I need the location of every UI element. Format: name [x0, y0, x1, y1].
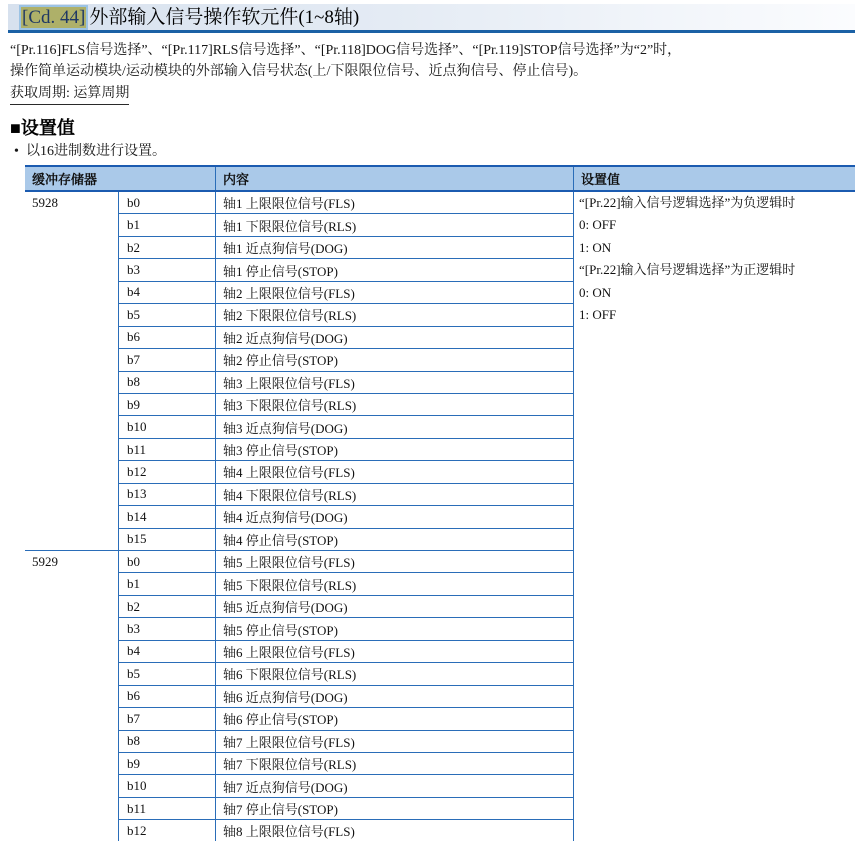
buffer-address-cell	[25, 641, 118, 663]
buffer-address-cell	[25, 775, 118, 797]
buffer-address-cell	[25, 573, 118, 595]
setting-value-line: 0: ON	[579, 284, 612, 300]
buffer-address-cell	[25, 416, 118, 438]
bit-cell: b11	[118, 798, 215, 820]
bit-cell: b3	[118, 259, 215, 281]
bullet-item	[14, 140, 166, 160]
bit-cell: b9	[118, 753, 215, 775]
bit-cell: b10	[118, 416, 215, 438]
bit-cell: b1	[118, 573, 215, 595]
cd-number-badge: [Cd. 44]	[19, 5, 88, 30]
bit-cell: b5	[118, 304, 215, 326]
bit-cell: b2	[118, 596, 215, 618]
setting-value-line: “[Pr.22]输入信号逻辑选择”为正逻辑时	[579, 262, 796, 278]
setting-value-cell	[573, 192, 855, 841]
bit-cell: b7	[118, 708, 215, 730]
buffer-address-cell	[25, 327, 118, 349]
buffer-address-cell	[25, 663, 118, 685]
content-cell: 轴4 下限限位信号(RLS)	[215, 484, 573, 506]
content-cell: 轴1 上限限位信号(FLS)	[215, 192, 573, 214]
buffer-address-cell	[25, 753, 118, 775]
content-cell: 轴5 下限限位信号(RLS)	[215, 573, 573, 595]
setting-value-heading: ■设置值	[10, 118, 75, 138]
content-cell: 轴7 下限限位信号(RLS)	[215, 753, 573, 775]
bullet-text: 以16进制数进行设置。	[26, 144, 166, 159]
bit-cell: b4	[118, 641, 215, 663]
fetch-cycle-note	[10, 84, 129, 105]
setting-value-line: “[Pr.22]输入信号逻辑选择”为负逻辑时	[579, 195, 796, 210]
buffer-address-cell	[25, 618, 118, 640]
buffer-address-cell	[25, 596, 118, 618]
page-title	[8, 4, 855, 33]
content-cell: 轴8 上限限位信号(FLS)	[215, 820, 573, 841]
buffer-address-cell	[25, 798, 118, 820]
bit-cell: b0	[118, 192, 215, 214]
buffer-address-cell	[25, 686, 118, 708]
buffer-address-cell	[25, 461, 118, 483]
content-cell: 轴3 上限限位信号(FLS)	[215, 372, 573, 394]
table-body	[25, 192, 855, 841]
buffer-address-cell	[25, 259, 118, 281]
bit-cell: b5	[118, 663, 215, 685]
bit-cell: b7	[118, 349, 215, 371]
page-title-text: 外部输入信号操作软元件(1~8轴)	[89, 6, 360, 28]
bullet-icon: •	[14, 144, 19, 159]
buffer-address-cell	[25, 349, 118, 371]
bit-cell: b12	[118, 820, 215, 841]
buffer-address-cell: 5928	[32, 195, 58, 211]
buffer-address-cell	[25, 820, 118, 841]
table-header-row	[25, 165, 855, 192]
bit-cell: b11	[118, 439, 215, 461]
bit-cell: b8	[118, 731, 215, 753]
content-cell: 轴7 上限限位信号(FLS)	[215, 731, 573, 753]
content-cell: 轴2 近点狗信号(DOG)	[215, 327, 573, 349]
content-cell: 轴4 停止信号(STOP)	[215, 529, 573, 551]
buffer-address-cell	[25, 237, 118, 259]
setting-value-line: 1: OFF	[579, 307, 617, 323]
description-line-1: “[Pr.116]FLS信号选择”、“[Pr.117]RLS信号选择”、“[Pr.118]DOG信号选择”、“[Pr.119]STOP信号选择”为“2”时，	[10, 43, 682, 58]
header-buffer-memory: 缓冲存储器	[32, 172, 98, 187]
content-cell: 轴2 停止信号(STOP)	[215, 349, 573, 371]
bit-cell: b15	[118, 529, 215, 551]
content-cell: 轴3 下限限位信号(RLS)	[215, 394, 573, 416]
header-setting-value: 设置值	[573, 167, 855, 190]
bit-cell: b10	[118, 775, 215, 797]
content-cell: 轴3 停止信号(STOP)	[215, 439, 573, 461]
buffer-address-cell	[25, 304, 118, 326]
header-content: 内容	[215, 167, 573, 190]
description-line-2: 操作简单运动模块/运动模块的外部输入信号状态(上/下限限位信号、近点狗信号、停止信号)。	[10, 64, 588, 79]
content-cell: 轴1 下限限位信号(RLS)	[215, 214, 573, 236]
bit-cell: b6	[118, 327, 215, 349]
buffer-address-cell: 5929	[32, 554, 58, 570]
content-cell: 轴4 上限限位信号(FLS)	[215, 461, 573, 483]
buffer-address-cell	[25, 529, 118, 551]
content-cell: 轴6 下限限位信号(RLS)	[215, 663, 573, 685]
content-cell: 轴1 近点狗信号(DOG)	[215, 237, 573, 259]
bit-cell: b0	[118, 551, 215, 573]
content-cell: 轴6 停止信号(STOP)	[215, 708, 573, 730]
bit-cell: b6	[118, 686, 215, 708]
content-cell: 轴3 近点狗信号(DOG)	[215, 416, 573, 438]
content-cell: 轴2 下限限位信号(RLS)	[215, 304, 573, 326]
content-cell: 轴5 停止信号(STOP)	[215, 618, 573, 640]
bit-cell: b14	[118, 506, 215, 528]
buffer-address-cell	[25, 708, 118, 730]
content-cell: 轴6 上限限位信号(FLS)	[215, 641, 573, 663]
bit-cell: b9	[118, 394, 215, 416]
bit-cell: b1	[118, 214, 215, 236]
bit-cell: b4	[118, 282, 215, 304]
fetch-cycle-text: 获取周期: 运算周期	[10, 84, 129, 105]
setting-value-line: 0: OFF	[579, 217, 617, 233]
content-cell: 轴2 上限限位信号(FLS)	[215, 282, 573, 304]
bit-cell: b12	[118, 461, 215, 483]
content-cell: 轴4 近点狗信号(DOG)	[215, 506, 573, 528]
bit-cell: b2	[118, 237, 215, 259]
buffer-memory-table	[25, 165, 855, 841]
content-cell: 轴7 近点狗信号(DOG)	[215, 775, 573, 797]
content-cell: 轴5 近点狗信号(DOG)	[215, 596, 573, 618]
content-cell: 轴7 停止信号(STOP)	[215, 798, 573, 820]
buffer-address-cell	[25, 484, 118, 506]
buffer-address-cell	[25, 372, 118, 394]
buffer-address-cell	[25, 506, 118, 528]
content-cell: 轴5 上限限位信号(FLS)	[215, 551, 573, 573]
buffer-address-cell	[25, 214, 118, 236]
bit-cell: b3	[118, 618, 215, 640]
buffer-address-cell	[25, 439, 118, 461]
buffer-address-cell	[25, 731, 118, 753]
buffer-address-cell	[25, 394, 118, 416]
content-cell: 轴1 停止信号(STOP)	[215, 259, 573, 281]
buffer-address-cell	[25, 282, 118, 304]
bit-cell: b8	[118, 372, 215, 394]
setting-value-line: 1: ON	[579, 239, 612, 255]
content-cell: 轴6 近点狗信号(DOG)	[215, 686, 573, 708]
bit-cell: b13	[118, 484, 215, 506]
